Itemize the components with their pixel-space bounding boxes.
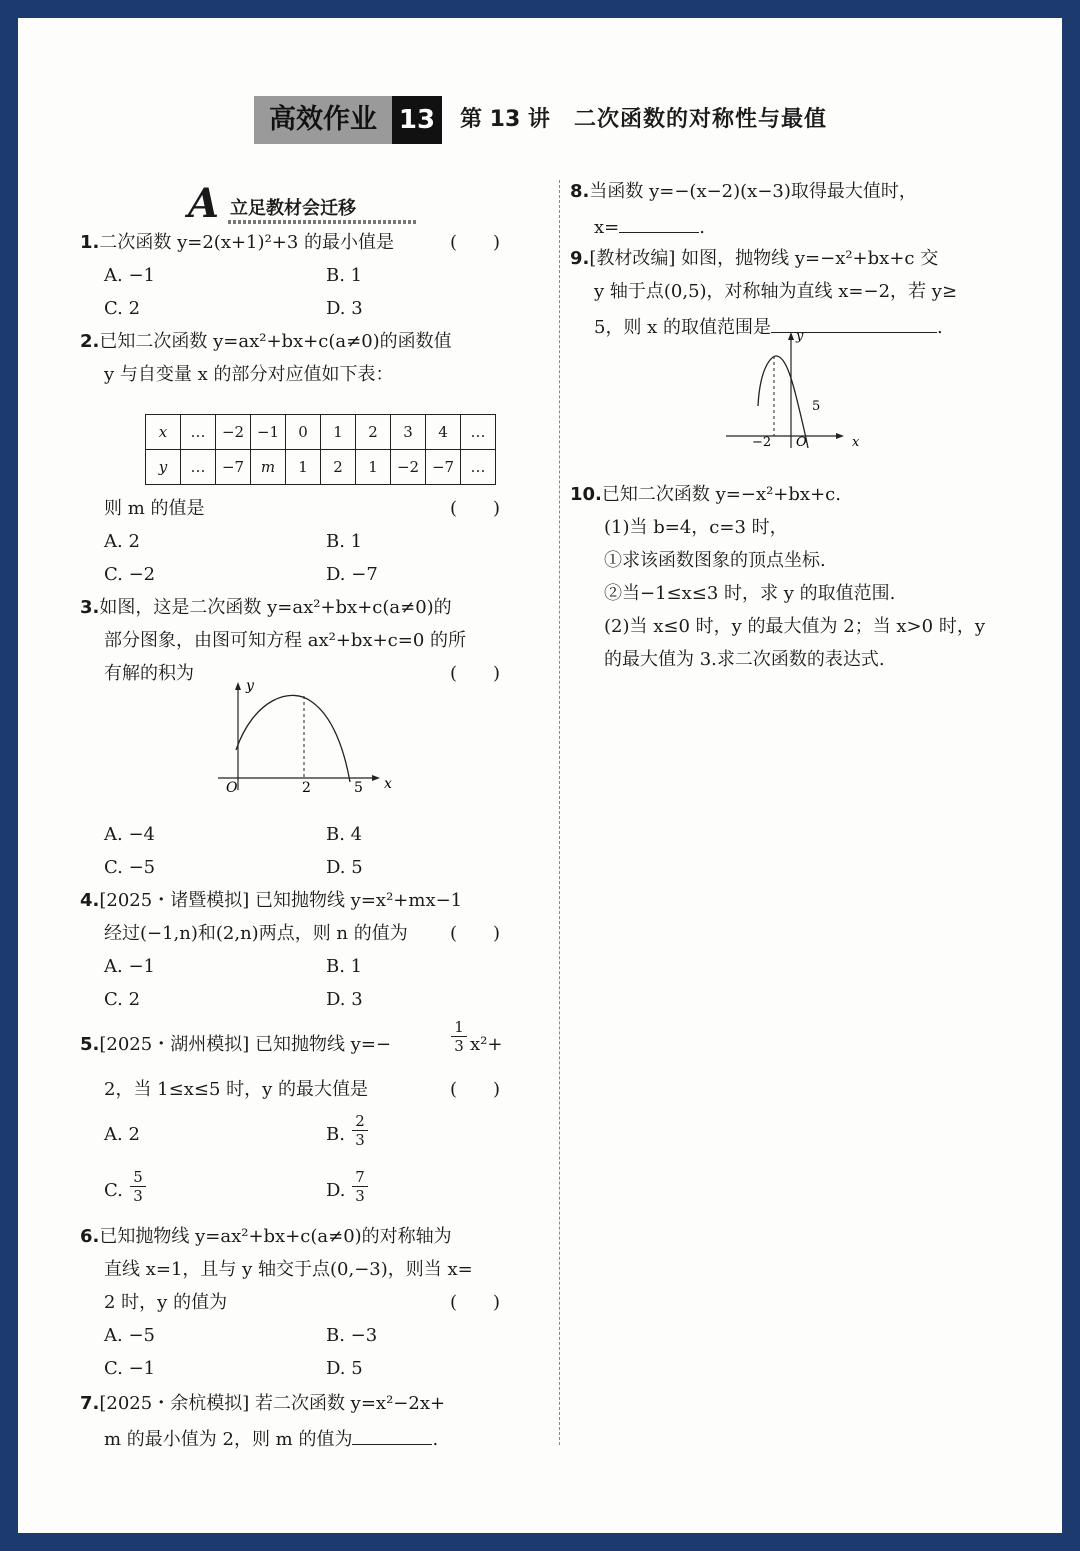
q1-option-d[interactable]: D. 3 — [326, 298, 363, 319]
q10-stem — [570, 482, 841, 508]
q5-text-1b: x²+ — [470, 1034, 503, 1055]
section-title: 立足教材会迁移 — [230, 198, 356, 219]
q3-origin-label: O — [226, 780, 238, 796]
q7-stem — [80, 1391, 445, 1417]
q8-answer-blank[interactable] — [619, 212, 699, 233]
q9-stem — [570, 246, 938, 272]
q4-answer-paren[interactable]: ( ) — [450, 923, 501, 944]
q5-option-b-frac — [352, 1112, 368, 1149]
q4-option-a[interactable]: A. −1 — [104, 956, 155, 977]
table-cell: 3 — [391, 415, 426, 450]
q9-tick-neg2: −2 — [752, 435, 772, 450]
q3-text-2: 部分图象，由图可知方程 ax²+bx+c=0 的所 — [104, 630, 466, 651]
q5-text-1: [2025・湖州模拟] 已知抛物线 y=− — [99, 1034, 392, 1055]
q5-option-b[interactable] — [326, 1122, 345, 1148]
frac-den: 3 — [352, 1130, 368, 1149]
q1-answer-paren[interactable]: ( ) — [450, 232, 501, 253]
table-cell: −2 — [216, 415, 251, 450]
q6-option-c[interactable]: C. −1 — [104, 1358, 156, 1379]
q1-number: 1. — [80, 232, 100, 253]
q8-stem — [570, 179, 917, 205]
section-underline — [228, 220, 418, 224]
q1-option-c[interactable]: C. 2 — [104, 298, 141, 319]
q4-option-d[interactable]: D. 3 — [326, 989, 363, 1010]
q5-option-c-letter: C. — [104, 1180, 123, 1201]
table-cell: 0 — [286, 415, 321, 450]
q4-number: 4. — [80, 890, 100, 911]
q9-y-label: y — [796, 330, 804, 344]
q5-option-d[interactable] — [326, 1178, 346, 1204]
table-row — [146, 450, 496, 485]
q5-frac-den: 3 — [451, 1036, 467, 1055]
q2-option-d[interactable]: D. −7 — [326, 564, 378, 585]
q7-number: 7. — [80, 1393, 100, 1414]
q10-text-1: 已知二次函数 y=−x²+bx+c. — [601, 484, 841, 505]
section-letter: A — [188, 180, 220, 227]
table-cell: … — [461, 415, 496, 450]
q6-number: 6. — [80, 1226, 100, 1247]
q9-parabola-graph — [724, 330, 864, 454]
q5-option-d-frac — [352, 1168, 368, 1205]
frac-num: 2 — [355, 1112, 365, 1130]
table-cell: −1 — [251, 415, 286, 450]
q3-parabola-graph — [214, 678, 394, 796]
q5-stem — [80, 1032, 391, 1058]
q6-text-3: 2 时，y 的值为 — [104, 1292, 228, 1313]
table-cell: 2 — [356, 415, 391, 450]
table-cell: −2 — [391, 450, 426, 485]
q6-stem — [80, 1224, 452, 1250]
q4-stem — [80, 888, 462, 914]
q2-text-1: 已知二次函数 y=ax²+bx+c(a≠0)的函数值 — [99, 331, 452, 352]
q7-text-1: [2025・余杭模拟] 若二次函数 y=x²−2x+ — [99, 1393, 446, 1414]
q4-text-2: 经过(−1,n)和(2,n)两点，则 n 的值为 — [104, 923, 408, 944]
q8-number: 8. — [570, 181, 590, 202]
q9-number: 9. — [570, 248, 590, 269]
q5-text-2: 2，当 1≤x≤5 时，y 的最大值是 — [104, 1079, 369, 1100]
page-title: 二次函数的对称性与最值 — [574, 107, 828, 132]
table-cell: 2 — [321, 450, 356, 485]
title-badge: 高效作业 — [254, 96, 392, 144]
q2-option-a[interactable]: A. 2 — [104, 531, 140, 552]
q1-option-a[interactable]: A. −1 — [104, 265, 155, 286]
q10-text-3: ①求该函数图象的顶点坐标. — [604, 550, 826, 571]
q9-x-label: x — [852, 435, 860, 450]
table-cell: −7 — [426, 450, 461, 485]
q10-text-2: (1)当 b=4，c=3 时， — [604, 517, 788, 538]
q5-number: 5. — [80, 1034, 100, 1055]
q5-fraction — [451, 1018, 467, 1055]
table-cell: 1 — [286, 450, 321, 485]
q10-text-6: 的最大值为 3.求二次函数的表达式. — [604, 649, 885, 670]
q10-text-4: ②当−1≤x≤3 时，求 y 的取值范围. — [604, 583, 896, 604]
q8-text-2 — [594, 212, 705, 241]
q10-text-5: (2)当 x≤0 时，y 的最大值为 2；当 x>0 时，y — [604, 616, 985, 637]
q9-tick-5: 5 — [812, 399, 821, 414]
q9-text-2: y 轴于点(0,5)，对称轴为直线 x=−2，若 y≥ — [594, 281, 958, 302]
q1-option-b[interactable]: B. 1 — [326, 265, 363, 286]
q3-x-label: x — [384, 776, 392, 792]
q2-value-table — [145, 414, 496, 485]
q2-option-b[interactable]: B. 1 — [326, 531, 363, 552]
q3-text-1: 如图，这是二次函数 y=ax²+bx+c(a≠0)的 — [99, 597, 452, 618]
q5-option-d-letter: D. — [326, 1180, 346, 1201]
q3-stem — [80, 595, 452, 621]
table-cell: 1 — [321, 415, 356, 450]
q5-answer-paren[interactable]: ( ) — [450, 1079, 501, 1100]
table-cell: x — [146, 415, 181, 450]
q3-option-b[interactable]: B. 4 — [326, 824, 363, 845]
table-cell: … — [461, 450, 496, 485]
q5-frac-num: 1 — [454, 1018, 464, 1036]
frac-den: 3 — [130, 1186, 146, 1205]
q1-text: 二次函数 y=2(x+1)²+3 的最小值是 — [99, 232, 395, 253]
q2-number: 2. — [80, 331, 100, 352]
q3-option-c[interactable]: C. −5 — [104, 857, 156, 878]
frac-num: 7 — [355, 1168, 365, 1186]
table-cell: y — [146, 450, 181, 485]
q6-option-d[interactable]: D. 5 — [326, 1358, 363, 1379]
q7-text-2 — [104, 1424, 438, 1453]
title-bar — [254, 96, 854, 148]
q2-answer-paren[interactable]: ( ) — [450, 498, 501, 519]
frac-den: 3 — [352, 1186, 368, 1205]
q2-option-c[interactable]: C. −2 — [104, 564, 156, 585]
q6-text-2: 直线 x=1，且与 y 轴交于点(0,−3)，则当 x= — [104, 1259, 473, 1280]
q8-text-2-content: x= — [594, 217, 620, 238]
q9-y-arrow — [788, 332, 794, 340]
q7-answer-blank[interactable] — [352, 1424, 432, 1445]
q6-answer-paren[interactable]: ( ) — [450, 1292, 501, 1313]
q3-option-d[interactable]: D. 5 — [326, 857, 363, 878]
q9-origin-label: O — [796, 435, 807, 450]
q3-tick-2: 2 — [302, 780, 311, 796]
q3-answer-paren[interactable]: ( ) — [450, 663, 501, 684]
q5-option-c[interactable] — [104, 1178, 123, 1204]
q5-option-a[interactable]: A. 2 — [104, 1124, 140, 1145]
q9-text-3-content: 5，则 x 的取值范围是 — [594, 317, 772, 338]
section-heading — [188, 180, 418, 228]
lesson-number: 13 — [392, 96, 442, 144]
q3-text-3: 有解的积为 — [104, 663, 194, 684]
q3-parabola-curve — [236, 695, 350, 782]
q6-option-b[interactable]: B. −3 — [326, 1325, 378, 1346]
q5-option-b-letter: B. — [326, 1124, 345, 1145]
table-row — [146, 415, 496, 450]
q4-option-b[interactable]: B. 1 — [326, 956, 363, 977]
q2-text-3: 则 m 的值是 — [104, 498, 205, 519]
q3-y-label: y — [246, 678, 254, 694]
q1-stem — [80, 230, 394, 256]
q6-option-a[interactable]: A. −5 — [104, 1325, 155, 1346]
q3-number: 3. — [80, 597, 100, 618]
q7-period: . — [432, 1429, 439, 1450]
q3-tick-5: 5 — [354, 780, 363, 796]
table-cell: −7 — [216, 450, 251, 485]
q2-stem — [80, 329, 452, 355]
column-divider — [559, 180, 560, 1445]
worksheet-page — [18, 18, 1062, 1533]
q2-text-2: y 与自变量 x 的部分对应值如下表： — [104, 364, 394, 385]
q5-option-c-frac — [130, 1168, 146, 1205]
q4-text-1: [2025・诸暨模拟] 已知抛物线 y=x²+mx−1 — [99, 890, 463, 911]
table-cell: … — [181, 415, 216, 450]
q10-number: 10. — [570, 484, 602, 505]
q6-text-1: 已知抛物线 y=ax²+bx+c(a≠0)的对称轴为 — [99, 1226, 452, 1247]
table-cell: … — [181, 450, 216, 485]
q9-text-1: [教材改编] 如图，抛物线 y=−x²+bx+c 交 — [589, 248, 939, 269]
q4-option-c[interactable]: C. 2 — [104, 989, 141, 1010]
q7-text-2-content: m 的最小值为 2，则 m 的值为 — [104, 1429, 353, 1450]
frac-num: 5 — [133, 1168, 143, 1186]
q3-y-arrow — [235, 682, 241, 690]
q9-period: . — [937, 317, 943, 338]
q9-x-arrow — [836, 433, 844, 439]
q8-text-1: 当函数 y=−(x−2)(x−3)取得最大值时， — [589, 181, 917, 202]
table-cell: m — [251, 450, 286, 485]
q8-period: . — [699, 217, 705, 238]
q3-option-a[interactable]: A. −4 — [104, 824, 155, 845]
lecture-label: 第 13 讲 — [460, 107, 550, 132]
q3-x-arrow — [372, 775, 380, 781]
table-cell: 4 — [426, 415, 461, 450]
table-cell: 1 — [356, 450, 391, 485]
